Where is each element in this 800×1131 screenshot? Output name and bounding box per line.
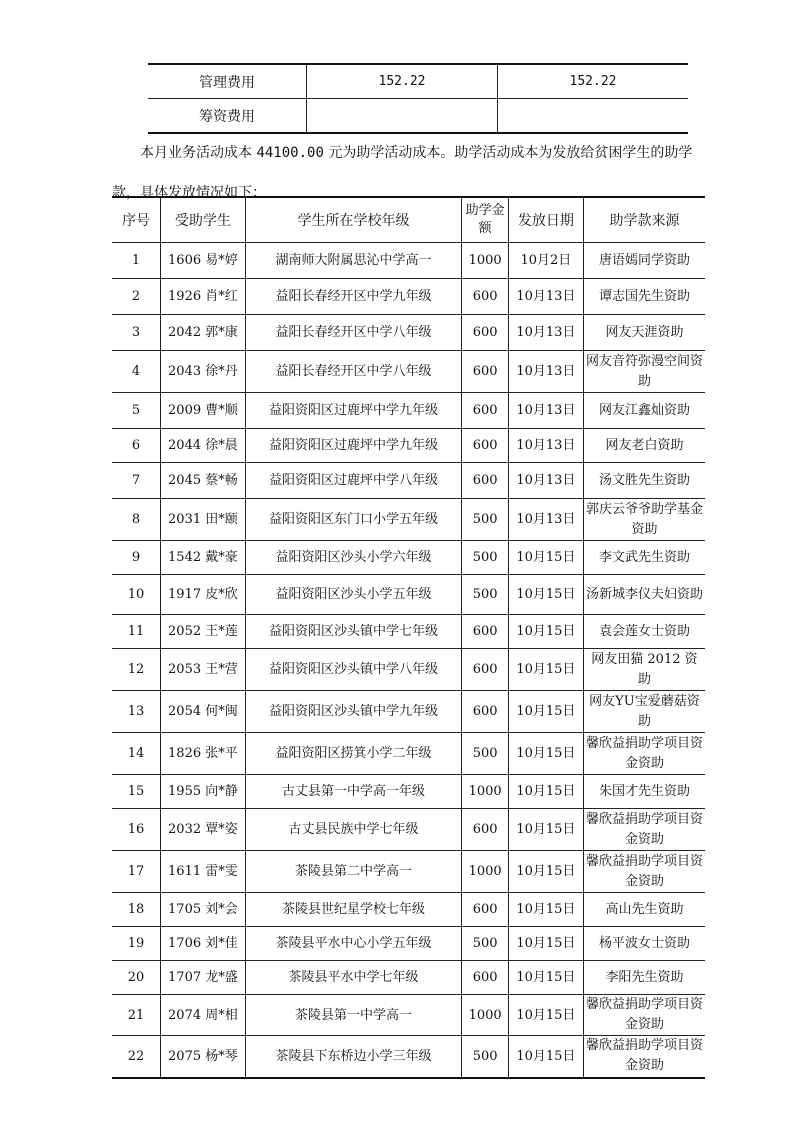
row-student: 2042 郭*康: [161, 315, 246, 351]
row-amount: 500: [462, 1036, 509, 1078]
row-value: 152.22: [307, 64, 498, 99]
row-source: 馨欣益捐助学项目资金资助: [583, 995, 705, 1036]
row-date: 10月13日: [508, 315, 583, 351]
header-amount: 助学金额: [462, 197, 509, 243]
para-text: 元为助学活动成本。助学活动成本为发放给贫困学生的助学款，具体发放情况如下：: [112, 145, 693, 201]
row-source: 网友田猫 2012 资助: [583, 649, 705, 691]
row-amount: 600: [462, 315, 509, 351]
table-row: [112, 733, 705, 775]
row-index: 11: [112, 615, 161, 649]
row-index: 14: [112, 733, 161, 775]
table-row: [112, 691, 705, 733]
row-date: 10月15日: [508, 893, 583, 927]
row-amount: 600: [462, 809, 509, 851]
row-source: 馨欣益捐助学项目资金资助: [583, 809, 705, 851]
row-date: 10月15日: [508, 541, 583, 575]
row-amount: 1000: [462, 775, 509, 809]
table-row: [148, 64, 688, 99]
row-index: 12: [112, 649, 161, 691]
row-source: 网友天涯资助: [583, 315, 705, 351]
row-label: 筹资费用: [148, 99, 307, 134]
row-date: 10月13日: [508, 463, 583, 499]
table-row: [112, 961, 705, 995]
row-source: 朱国才先生资助: [583, 775, 705, 809]
header-school: 学生所在学校年级: [245, 197, 462, 243]
row-student: 1706 刘*佳: [161, 927, 246, 961]
row-amount: 500: [462, 541, 509, 575]
row-student: 2031 田*颐: [161, 499, 246, 541]
row-school: 茶陵县下东桥边小学三年级: [245, 1036, 462, 1078]
table-row: [112, 927, 705, 961]
table-row: [112, 429, 705, 463]
row-amount: 600: [462, 961, 509, 995]
row-school: 茶陵县平水中学七年级: [245, 961, 462, 995]
row-index: 22: [112, 1036, 161, 1078]
row-source: 网友老白资助: [583, 429, 705, 463]
row-date: 10月15日: [508, 775, 583, 809]
header-student: 受助学生: [161, 197, 246, 243]
row-amount: 1000: [462, 995, 509, 1036]
row-source: 馨欣益捐助学项目资金资助: [583, 1036, 705, 1078]
row-student: 2052 王*莲: [161, 615, 246, 649]
row-source: 谭志国先生资助: [583, 279, 705, 315]
row-school: 益阳资阳区沙头小学六年级: [245, 541, 462, 575]
row-student: 1707 龙*盛: [161, 961, 246, 995]
row-date: 10月15日: [508, 809, 583, 851]
row-amount: 600: [462, 393, 509, 429]
row-school: 茶陵县第一中学高一: [245, 995, 462, 1036]
row-amount: 600: [462, 893, 509, 927]
row-value: 152.22: [498, 64, 689, 99]
table-header-row: [112, 197, 705, 243]
row-school: 益阳资阳区沙头小学五年级: [245, 575, 462, 615]
row-amount: 600: [462, 615, 509, 649]
row-student: 2044 徐*晨: [161, 429, 246, 463]
row-source: 汤文胜先生资助: [583, 463, 705, 499]
row-date: 10月15日: [508, 927, 583, 961]
table-row: [112, 393, 705, 429]
row-amount: 500: [462, 499, 509, 541]
row-amount: 600: [462, 279, 509, 315]
row-date: 10月15日: [508, 961, 583, 995]
row-amount: 600: [462, 691, 509, 733]
row-date: 10月15日: [508, 575, 583, 615]
row-student: 2043 徐*丹: [161, 351, 246, 393]
row-date: 10月13日: [508, 351, 583, 393]
row-student: 2074 周*相: [161, 995, 246, 1036]
row-index: 21: [112, 995, 161, 1036]
row-school: 茶陵县第二中学高一: [245, 851, 462, 893]
row-student: 1917 皮*欣: [161, 575, 246, 615]
table-row: [112, 615, 705, 649]
row-date: 10月15日: [508, 995, 583, 1036]
row-source: 汤新城李仪夫妇资助: [583, 575, 705, 615]
row-source: 馨欣益捐助学项目资金资助: [583, 851, 705, 893]
row-amount: 1000: [462, 243, 509, 279]
row-index: 5: [112, 393, 161, 429]
row-index: 8: [112, 499, 161, 541]
row-date: 10月15日: [508, 1036, 583, 1078]
row-student: 1955 向*静: [161, 775, 246, 809]
row-source: 郭庆云爷爷助学基金资助: [583, 499, 705, 541]
row-index: 18: [112, 893, 161, 927]
row-date: 10月13日: [508, 429, 583, 463]
aid-distribution-table: [112, 196, 705, 1079]
para-text: 本月业务活动成本: [140, 145, 257, 161]
table-row: [112, 851, 705, 893]
row-date: 10月15日: [508, 649, 583, 691]
row-amount: 600: [462, 429, 509, 463]
header-source: 助学款来源: [583, 197, 705, 243]
table-row: [112, 315, 705, 351]
row-source: 李阳先生资助: [583, 961, 705, 995]
row-index: 2: [112, 279, 161, 315]
row-label: 管理费用: [148, 64, 307, 99]
row-date: 10月15日: [508, 733, 583, 775]
row-amount: 500: [462, 927, 509, 961]
row-student: 2045 蔡*畅: [161, 463, 246, 499]
row-date: 10月13日: [508, 393, 583, 429]
row-date: 10月13日: [508, 279, 583, 315]
header-index: 序号: [112, 197, 161, 243]
row-amount: 600: [462, 649, 509, 691]
row-student: 1542 戴*豪: [161, 541, 246, 575]
table-row: [112, 995, 705, 1036]
row-source: 网友音符弥漫空间资助: [583, 351, 705, 393]
table-row: [112, 893, 705, 927]
row-source: 袁会莲女士资助: [583, 615, 705, 649]
row-date: 10月2日: [508, 243, 583, 279]
row-index: 20: [112, 961, 161, 995]
row-school: 益阳资阳区过鹿坪中学九年级: [245, 393, 462, 429]
row-index: 10: [112, 575, 161, 615]
row-school: 茶陵县世纪星学校七年级: [245, 893, 462, 927]
row-value: [307, 99, 498, 134]
row-student: 1826 张*平: [161, 733, 246, 775]
row-student: 1606 易*婷: [161, 243, 246, 279]
row-index: 17: [112, 851, 161, 893]
row-source: 唐语嫣同学资助: [583, 243, 705, 279]
row-source: 高山先生资助: [583, 893, 705, 927]
table-row: [148, 99, 688, 134]
row-student: 2053 王*营: [161, 649, 246, 691]
row-date: 10月13日: [508, 499, 583, 541]
row-index: 19: [112, 927, 161, 961]
row-source: 杨平波女士资助: [583, 927, 705, 961]
row-amount: 500: [462, 575, 509, 615]
row-school: 茶陵县平水中心小学五年级: [245, 927, 462, 961]
row-amount: 600: [462, 351, 509, 393]
row-school: 古丈县民族中学七年级: [245, 809, 462, 851]
row-student: 2032 覃*姿: [161, 809, 246, 851]
row-index: 13: [112, 691, 161, 733]
row-student: 2075 杨*琴: [161, 1036, 246, 1078]
row-source: 网友YU宝爱蘑菇资助: [583, 691, 705, 733]
row-index: 1: [112, 243, 161, 279]
para-amount: 44100.00: [256, 145, 324, 161]
row-school: 益阳长春经开区中学八年级: [245, 315, 462, 351]
row-date: 10月15日: [508, 691, 583, 733]
summary-table: [148, 63, 688, 134]
table-row: [112, 649, 705, 691]
row-index: 16: [112, 809, 161, 851]
row-school: 益阳资阳区过鹿坪中学八年级: [245, 463, 462, 499]
table-row: [112, 1036, 705, 1078]
row-date: 10月15日: [508, 851, 583, 893]
row-index: 3: [112, 315, 161, 351]
row-student: 2054 何*闽: [161, 691, 246, 733]
row-school: 益阳资阳区东门口小学五年级: [245, 499, 462, 541]
row-value: [498, 99, 689, 134]
row-amount: 1000: [462, 851, 509, 893]
row-student: 2009 曹*顺: [161, 393, 246, 429]
row-index: 4: [112, 351, 161, 393]
row-index: 9: [112, 541, 161, 575]
row-student: 1705 刘*会: [161, 893, 246, 927]
row-source: 李文武先生资助: [583, 541, 705, 575]
row-student: 1611 雷*雯: [161, 851, 246, 893]
row-school: 益阳长春经开区中学九年级: [245, 279, 462, 315]
table-row: [112, 243, 705, 279]
header-date: 发放日期: [508, 197, 583, 243]
table-body: [112, 243, 705, 1078]
row-amount: 500: [462, 733, 509, 775]
row-school: 益阳资阳区沙头镇中学八年级: [245, 649, 462, 691]
table-row: [112, 463, 705, 499]
table-row: [112, 351, 705, 393]
row-school: 益阳资阳区过鹿坪中学九年级: [245, 429, 462, 463]
row-source: 馨欣益捐助学项目资金资助: [583, 733, 705, 775]
row-school: 湖南师大附属思沁中学高一: [245, 243, 462, 279]
row-index: 15: [112, 775, 161, 809]
row-school: 古丈县第一中学高一年级: [245, 775, 462, 809]
table-row: [112, 775, 705, 809]
row-source: 网友江鑫灿资助: [583, 393, 705, 429]
table-row: [112, 541, 705, 575]
row-amount: 600: [462, 463, 509, 499]
row-school: 益阳长春经开区中学八年级: [245, 351, 462, 393]
row-student: 1926 肖*红: [161, 279, 246, 315]
table-row: [112, 499, 705, 541]
row-index: 7: [112, 463, 161, 499]
row-school: 益阳资阳区沙头镇中学七年级: [245, 615, 462, 649]
row-school: 益阳资阳区沙头镇中学九年级: [245, 691, 462, 733]
table-row: [112, 279, 705, 315]
table-row: [112, 575, 705, 615]
table-row: [112, 809, 705, 851]
row-school: 益阳资阳区捞箕小学二年级: [245, 733, 462, 775]
row-date: 10月15日: [508, 615, 583, 649]
row-index: 6: [112, 429, 161, 463]
